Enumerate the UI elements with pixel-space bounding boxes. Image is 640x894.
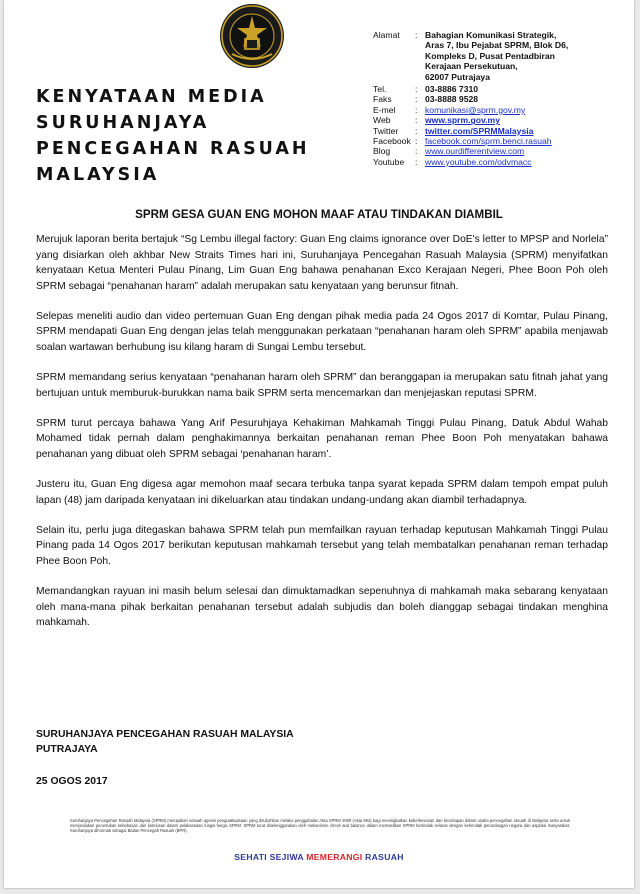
address-row: Alamat : Bahagian Komunikasi Strategik, bbox=[373, 30, 629, 40]
fax-number: 03-8888 9528 bbox=[425, 94, 479, 105]
address-label: Alamat bbox=[373, 30, 400, 40]
title-line: SURUHANJAYA bbox=[36, 113, 210, 133]
address-line: Bahagian Komunikasi Strategik, bbox=[425, 30, 557, 40]
body-paragraph: Justeru itu, Guan Eng digesa agar memohon maaf secara terbuka tanpa syarat kepada SPRM dalam tempoh empat puluh lapan (48) jam daripada kenyataan ini dikeluarkan atau tindakan undang-undang akan diambil terhadapnya. bbox=[36, 479, 608, 506]
address-line: Aras 7, Ibu Pejabat SPRM, Blok D6, bbox=[425, 40, 569, 51]
title-line: MALAYSIA bbox=[36, 165, 160, 185]
body-paragraph: Selepas meneliti audio dan video pertemuan Guan Eng dengan pihak media pada 24 Ogos 2017 di Komtar, Pulau Pinang, SPRM mendapati Guan Eng dengan jelas telah menggunakan perkataan “penahanan haram oleh SPRM” apabila menjawab soalan wartawan berhubung isu kilang haram di Sungai Lembu tersebut. bbox=[36, 310, 608, 354]
contact-row-tel: Tel. : 03-8886 7310 bbox=[373, 84, 629, 94]
title-line: KENYATAAN MEDIA bbox=[36, 87, 267, 107]
contact-row-blog: Blog : www.ourdifferentview.com bbox=[373, 146, 629, 156]
contact-row-twitter: Twitter : twitter.com/SPRMMalaysia bbox=[373, 126, 629, 136]
body-paragraph: Selain itu, perlu juga ditegaskan bahawa SPRM telah pun memfailkan rayuan terhadap keputusan Mahkamah Tinggi Pulau Pinang pada 14 Ogos 2017 berikutan keputusan mahkamah tersebut yang telah membatalkan penahanan reman terhadap Phee Boon Poh. bbox=[36, 524, 608, 567]
contact-row-facebook: Facebook : facebook.com/sprm.benci.rasuah bbox=[373, 136, 629, 146]
youtube-link[interactable]: www.youtube.com/odvmacc bbox=[425, 156, 532, 167]
footer-note: Suruhanjaya Pencegahan Rasuah Malaysia (SPRM) merupakan sebuah agensi penguatkuasaan yang ditubuhkan melalui penggubalan Akta SPRM 2009 (Akta 694) bagi meningkatkan keberkesanan dan kecekapan dalam usaha pencegahan rasuah di Malaysia serta untuk menyediakan peruntukan kebebasan dan ketelusan dalam pelaksanaan fungsi-fungsi SPRM. SPRM turut diselenggarakan oleh mekanisme check and balance dalam memastikan SPRM bertindak selaras dengan kehendak perundangan negara dan aspirasi masyarakat. Suruhanjaya dihormati sebagai Badan Pencegah Rasuah (BPR). bbox=[70, 818, 570, 834]
address-line: 62007 Putrajaya bbox=[425, 71, 490, 82]
slogan-part: MEMERANGI bbox=[306, 852, 363, 862]
body-paragraph: Merujuk laporan berita bertajuk “Sg Lembu illegal factory: Guan Eng claims ignorance over DoE's letter to MPSP and Norlela” yang disiarkan oleh akhbar New Straits Times hari ini, Suruhanjaya Pencegahan Rasuah Malaysia (SPRM) menyifatkan kenyataan Ketua Menteri Pulau Pinang, Lim Guan Eng bahawa penahanan Exco Kerajaan Negeri, Phee Boon Poh oleh SPRM sebagai “penahanan haram” adalah merupakan satu kenyataan yang berunsur fitnah. bbox=[36, 234, 608, 292]
slogan bbox=[4, 852, 634, 862]
contact-row-youtube: Youtube : www.youtube.com/odvmacc bbox=[373, 157, 629, 167]
slogan-part: RASUAH bbox=[365, 852, 404, 862]
twitter-link[interactable]: twitter.com/SPRMMalaysia bbox=[425, 125, 534, 136]
signoff-place: PUTRAJAYA bbox=[36, 744, 98, 755]
release-date: 25 OGOS 2017 bbox=[36, 776, 108, 787]
signoff-org: SURUHANJAYA PENCEGAHAN RASUAH MALAYSIA bbox=[36, 729, 294, 740]
body-paragraph: Memandangkan rayuan ini masih belum selesai dan dimuktamadkan sepenuhnya di mahkamah maka sebarang kenyataan oleh mana-mana pihak berkaitan penahanan tersebut adalah subjudis dan boleh dianggap sebagai tindakan menghina mahkamah. bbox=[36, 586, 608, 629]
body-paragraph: SPRM turut percaya bahawa Yang Arif Pesuruhjaya Kehakiman Mahkamah Tinggi Pulau Pinang, Datuk Abdul Wahab Mohamed tidak pernah dalam penghakimannya berkaitan penahanan reman Phee Boon Poh menyatakan bahawa penahanan yang dibuat oleh SPRM sebagai ‘penahanan haram’. bbox=[36, 417, 608, 461]
title-line: PENCEGAHAN RASUAH bbox=[36, 139, 310, 159]
address-line: Kompleks D, Pusat Pentadbiran bbox=[425, 50, 555, 61]
signoff-block bbox=[36, 727, 294, 757]
blog-link[interactable]: www.ourdifferentview.com bbox=[425, 146, 525, 157]
facebook-link[interactable]: facebook.com/sprm.benci.rasuah bbox=[425, 136, 552, 147]
release-heading: SPRM GESA GUAN ENG MOHON MAAF ATAU TINDAKAN DIAMBIL bbox=[135, 208, 503, 221]
email-link[interactable]: komunikasi@sprm.gov.my bbox=[425, 104, 526, 115]
press-release-title bbox=[36, 84, 310, 188]
address-line: Kerajaan Persekutuan, bbox=[425, 61, 518, 72]
slogan-part: SEHATI SEJIWA bbox=[234, 852, 304, 862]
contact-row-web: Web : www.sprm.gov.my bbox=[373, 115, 629, 125]
release-body bbox=[36, 232, 608, 645]
contact-row-fax: Faks : 03-8888 9528 bbox=[373, 94, 629, 104]
contact-row-email: E-mel : komunikasi@sprm.gov.my bbox=[373, 105, 629, 115]
phone-number: 03-8886 7310 bbox=[425, 84, 479, 95]
press-release-page bbox=[4, 0, 634, 888]
contact-block bbox=[373, 30, 629, 167]
sprm-logo-icon bbox=[218, 2, 286, 70]
web-link[interactable]: www.sprm.gov.my bbox=[425, 115, 500, 126]
body-paragraph: SPRM memandang serius kenyataan “penahanan haram oleh SPRM” dan beranggapan ia merupakan satu fitnah jahat yang bertujuan untuk memburuk-burukkan nama baik SPRM serta mencemarkan dan menjejaskan reputasi SPRM. bbox=[36, 372, 608, 399]
